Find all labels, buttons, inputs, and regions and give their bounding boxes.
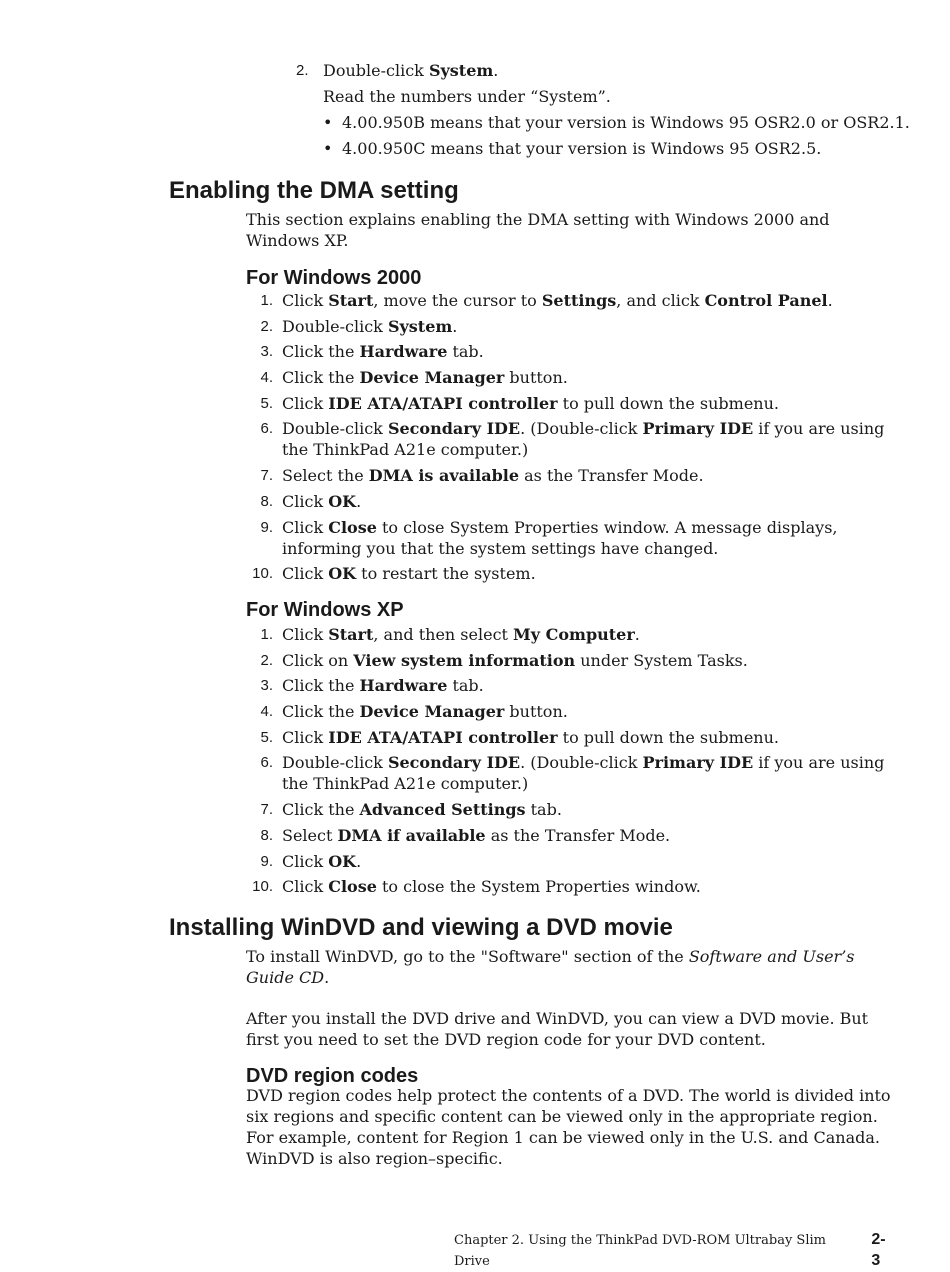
- step-item: [246, 563, 906, 584]
- step-text: Click OK.: [282, 851, 362, 871]
- step-item: [246, 876, 906, 897]
- list-item: • 4.00.950C means that your version is Windows 95 OSR2.5.: [323, 139, 822, 158]
- step-number: 5.: [260, 394, 273, 412]
- step-text: Double-click Secondary IDE. (Double-click Primary IDE if you are using the ThinkPad A21e computer.): [282, 419, 885, 460]
- step-number: 3.: [260, 677, 273, 695]
- step-item: [246, 624, 906, 645]
- step-number: 10.: [252, 878, 273, 896]
- step-number: 8.: [260, 492, 273, 510]
- page-number: 2-3: [871, 1231, 886, 1269]
- step-item: [246, 851, 906, 872]
- step-item: [246, 701, 906, 722]
- windvd-install: To install WinDVD, go to the "Software" section of the Software and User’s Guide CD.: [246, 947, 855, 987]
- step-number: 6.: [260, 754, 273, 772]
- step-item: [246, 418, 906, 460]
- step-note: Read the numbers under “System”.: [323, 87, 611, 106]
- step-text: Click IDE ATA/ATAPI controller to pull down the submenu.: [282, 393, 779, 413]
- step-item: [246, 650, 906, 671]
- winxp-steps: [246, 624, 906, 902]
- step-number: 1.: [260, 292, 273, 309]
- step-item: [246, 517, 906, 559]
- step-text: Click the Hardware tab.: [282, 342, 484, 362]
- step-number: 2.: [296, 62, 309, 79]
- step-2-system: [296, 60, 916, 81]
- version-bullets: [323, 112, 916, 159]
- step-text: Click the Device Manager button.: [282, 702, 568, 722]
- step-text: Click Close to close the System Properties window.: [282, 877, 701, 897]
- step-number: 9.: [260, 852, 273, 870]
- win2000-steps: [246, 290, 906, 589]
- step-number: 2.: [260, 651, 273, 669]
- step-text: Click OK.: [282, 491, 362, 511]
- step-text: Double-click System.: [323, 61, 499, 80]
- footer-chapter: Chapter 2. Using the ThinkPad DVD-ROM Ultrabay Slim Drive: [454, 1233, 826, 1269]
- step-item: [246, 491, 906, 512]
- step-text: Click OK to restart the system.: [282, 564, 536, 584]
- continued-step: [296, 60, 916, 164]
- step-item: [246, 465, 906, 486]
- step-text: Click Start, move the cursor to Settings, and click Control Panel.: [282, 291, 833, 310]
- step-text: Click the Advanced Settings tab.: [282, 800, 562, 820]
- step-text: Select the DMA is available as the Transfer Mode.: [282, 466, 704, 486]
- subsection-title-region: DVD region codes: [246, 1065, 419, 1087]
- step-number: 3.: [260, 343, 273, 361]
- step-item: [246, 799, 906, 820]
- step-item: [246, 752, 906, 794]
- section-title-windvd: Installing WinDVD and viewing a DVD movie: [169, 914, 673, 941]
- step-text: Click Close to close System Properties window. A message displays, informing you that the system settings have changed.: [282, 517, 838, 558]
- step-item: [246, 341, 906, 362]
- step-item: [246, 316, 906, 337]
- section-title-dma: Enabling the DMA setting: [169, 177, 459, 204]
- step-item: [246, 825, 906, 846]
- step-number: 5.: [260, 728, 273, 746]
- step-text: Click Start, and then select My Computer.: [282, 625, 640, 644]
- page-footer: [454, 1229, 894, 1272]
- list-item: • 4.00.950B means that your version is Windows 95 OSR2.0 or OSR2.1.: [323, 113, 910, 132]
- step-number: 2.: [260, 317, 273, 335]
- region-text: DVD region codes help protect the contents of a DVD. The world is divided into six regions and specific content can be viewed only in the appropriate region. For example, content for Region 1 can be viewed only in the U.S. and Canada. WinDVD is also region–specific.: [246, 1086, 891, 1168]
- step-number: 4.: [260, 369, 273, 387]
- dma-intro: This section explains enabling the DMA setting with Windows 2000 and Windows XP.: [246, 210, 830, 250]
- step-number: 7.: [260, 801, 273, 819]
- step-number: 9.: [260, 518, 273, 536]
- windvd-after: After you install the DVD drive and WinDVD, you can view a DVD movie. But first you need to set the DVD region code for your DVD content.: [246, 1009, 869, 1049]
- step-number: 7.: [260, 467, 273, 485]
- step-item: [246, 393, 906, 414]
- step-text: Click the Device Manager button.: [282, 368, 568, 388]
- subsection-title-win2000: For Windows 2000: [246, 267, 422, 289]
- step-text: Select DMA if available as the Transfer Mode.: [282, 825, 671, 845]
- step-number: 4.: [260, 703, 273, 721]
- step-item: [246, 675, 906, 696]
- step-number: 1.: [260, 626, 273, 643]
- step-item: [246, 727, 906, 748]
- step-item: [246, 367, 906, 388]
- step-text: Click on View system information under System Tasks.: [282, 650, 748, 670]
- subsection-title-winxp: For Windows XP: [246, 599, 404, 621]
- step-item: [246, 290, 906, 311]
- step-text: Click IDE ATA/ATAPI controller to pull down the submenu.: [282, 727, 779, 747]
- step-number: 10.: [252, 565, 273, 583]
- step-text: Double-click Secondary IDE. (Double-click Primary IDE if you are using the ThinkPad A21e computer.): [282, 753, 885, 794]
- step-number: 6.: [260, 420, 273, 438]
- step-text: Double-click System.: [282, 316, 458, 336]
- step-number: 8.: [260, 826, 273, 844]
- step-text: Click the Hardware tab.: [282, 676, 484, 696]
